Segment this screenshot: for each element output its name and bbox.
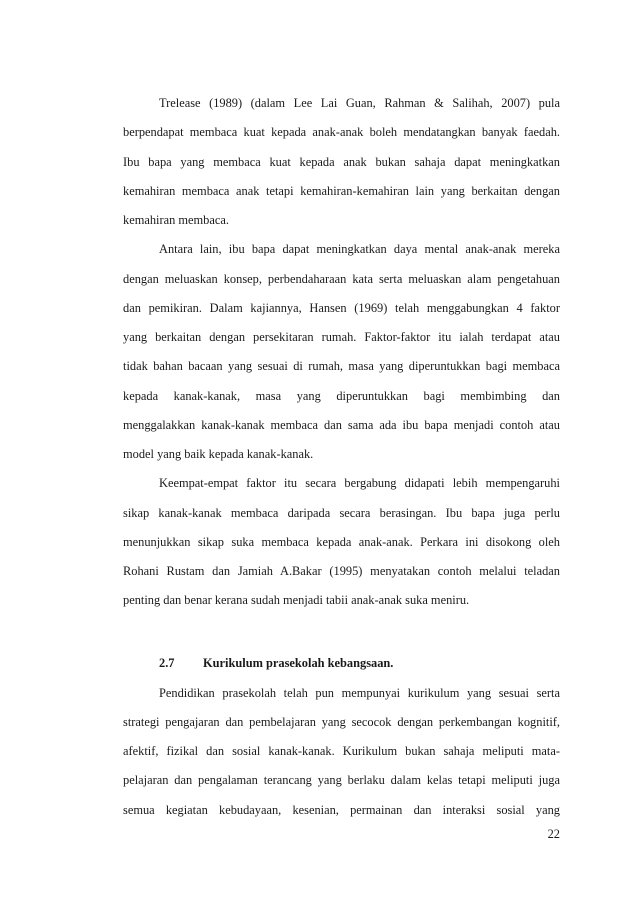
section-title: Kurikulum prasekolah kebangsaan. xyxy=(203,656,394,670)
body-text-line: Antara lain, ibu bapa dapat meningkatkan daya mental anak-anak mereka xyxy=(159,242,560,256)
body-text-line: penting dan benar kerana sudah menjadi tabii anak-anak suka meniru. xyxy=(123,593,470,607)
body-text-line: strategi pengajaran dan pembelajaran yang secocok dengan perkembangan kognitif, xyxy=(123,715,560,729)
body-text-line: kepada kanak-kanak, masa yang diperuntukkan bagi membimbing dan xyxy=(123,389,560,403)
body-text-line: model yang baik kepada kanak-kanak. xyxy=(123,447,314,461)
body-text-line: Ibu bapa yang membaca kuat kepada anak bukan sahaja dapat meningkatkan xyxy=(123,155,560,169)
body-text-line: Trelease (1989) (dalam Lee Lai Guan, Rahman & Salihah, 2007) pula xyxy=(159,96,560,110)
body-text-line: Pendidikan prasekolah telah pun mempunyai kurikulum yang sesuai serta xyxy=(159,686,560,700)
body-text-line: menunjukkan sikap suka membaca kepada anak-anak. Perkara ini disokong oleh xyxy=(123,535,560,549)
body-text-line: kemahiran membaca. xyxy=(123,213,229,227)
body-text-line: berpendapat membaca kuat kepada anak-anak boleh mendatangkan banyak faedah. xyxy=(123,125,560,139)
body-text-line: dan pemikiran. Dalam kajiannya, Hansen (1969) telah menggabungkan 4 faktor xyxy=(123,301,560,315)
body-text-line: sikap kanak-kanak membaca daripada secara berasingan. Ibu bapa juga perlu xyxy=(123,506,560,520)
section-number: 2.7 xyxy=(159,656,175,670)
body-text-line: menggalakkan kanak-kanak membaca dan sama ada ibu bapa menjadi contoh atau xyxy=(123,418,560,432)
body-text-line: tidak bahan bacaan yang sesuai di rumah, masa yang diperuntukkan bagi membaca xyxy=(123,359,560,373)
body-text-line: semua kegiatan kebudayaan, kesenian, permainan dan interaksi sosial yang xyxy=(123,803,560,817)
body-text-line: kemahiran membaca anak tetapi kemahiran-kemahiran lain yang berkaitan dengan xyxy=(123,184,560,198)
body-text-line: Rohani Rustam dan Jamiah A.Bakar (1995) menyatakan contoh melalui teladan xyxy=(123,564,560,578)
page-number: 22 xyxy=(547,827,560,841)
body-text-line: pelajaran dan pengalaman terancang yang berlaku dalam kelas tetapi meliputi juga xyxy=(123,773,560,787)
body-text-line: afektif, fizikal dan sosial kanak-kanak. Kurikulum bukan sahaja meliputi mata- xyxy=(123,744,560,758)
section-heading xyxy=(159,655,393,671)
body-text-line: Keempat-empat faktor itu secara bergabung didapati lebih mempengaruhi xyxy=(159,476,560,490)
body-text-line: dengan meluaskan konsep, perbendaharaan kata serta meluaskan alam pengetahuan xyxy=(123,272,560,286)
body-text-line: yang berkaitan dengan persekitaran rumah. Faktor-faktor itu ialah terdapat atau xyxy=(123,330,560,344)
